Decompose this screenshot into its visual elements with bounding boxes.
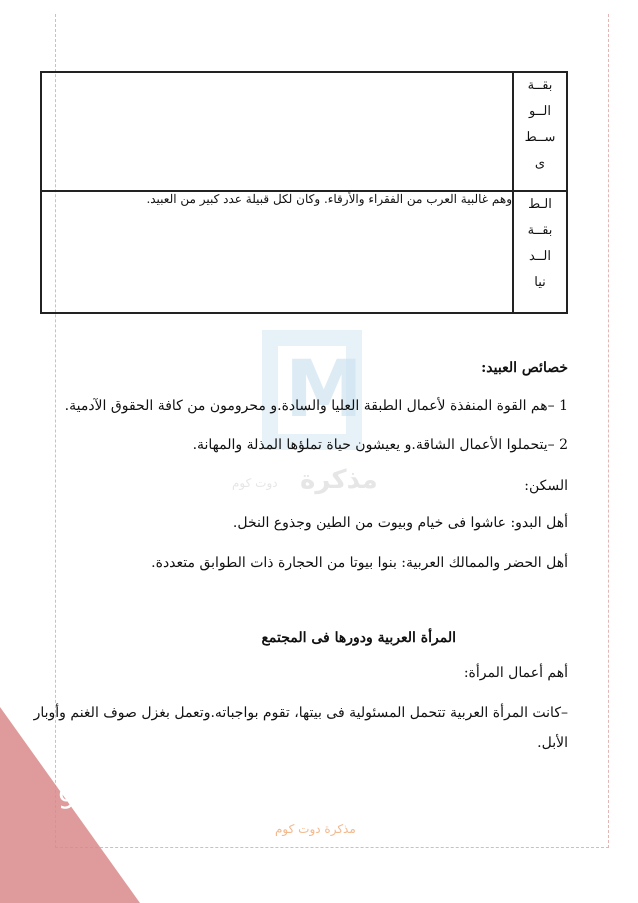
table-row <box>41 191 567 313</box>
women-paragraph-line-1: –كانت المرأة العربية تتحمل المسئولية فى بيتها، تقوم بواجباته.وتعمل بغزل صوف الغنم وأوبار <box>33 705 568 721</box>
table-row <box>41 72 567 191</box>
footer-brand: مذكرة دوت كوم <box>275 822 356 836</box>
class-label-cell: بقــة الــو ســط ى <box>513 72 567 191</box>
women-section-title: المرأة العربية ودورها فى المجتمع <box>261 630 456 646</box>
slaves-heading: خصائص العبيد: <box>481 360 568 376</box>
page-number: 91 <box>58 782 94 815</box>
housing-bedouin: أهل البدو: عاشوا فى خيام وبيوت من الطين وجذوع النخل. <box>232 515 568 531</box>
women-heading: أهم أعمال المرأة: <box>463 665 568 681</box>
watermark-logo-letter: M <box>285 345 363 435</box>
class-label-cell: الـط بقــة الــد نيا <box>513 191 567 313</box>
slaves-item-2: 2 –يتحملوا الأعمال الشاقة.و يعيشون حياة تملؤها المذلة والمهانة. <box>192 437 568 453</box>
social-classes-table <box>40 71 568 314</box>
women-paragraph-line-2: الأبل. <box>537 735 568 751</box>
watermark-subtext: دوت كوم <box>232 476 278 490</box>
watermark-text: مذكرة <box>300 465 378 495</box>
housing-urban: أهل الحضر والممالك العربية: بنوا بيوتا من الحجارة ذات الطوابق متعددة. <box>151 555 568 571</box>
class-description-cell: وهم غالبية العرب من الفقراء والأرقاء. وكان لكل قبيلة عدد كبير من العبيد. <box>41 191 513 313</box>
slaves-item-1: 1 –هم القوة المنفذة لأعمال الطبقة العليا والسادة.و محرومون من كافة الحقوق الآدمية. <box>64 398 568 414</box>
housing-heading: السكن: <box>524 478 568 494</box>
class-description-cell <box>41 72 513 191</box>
